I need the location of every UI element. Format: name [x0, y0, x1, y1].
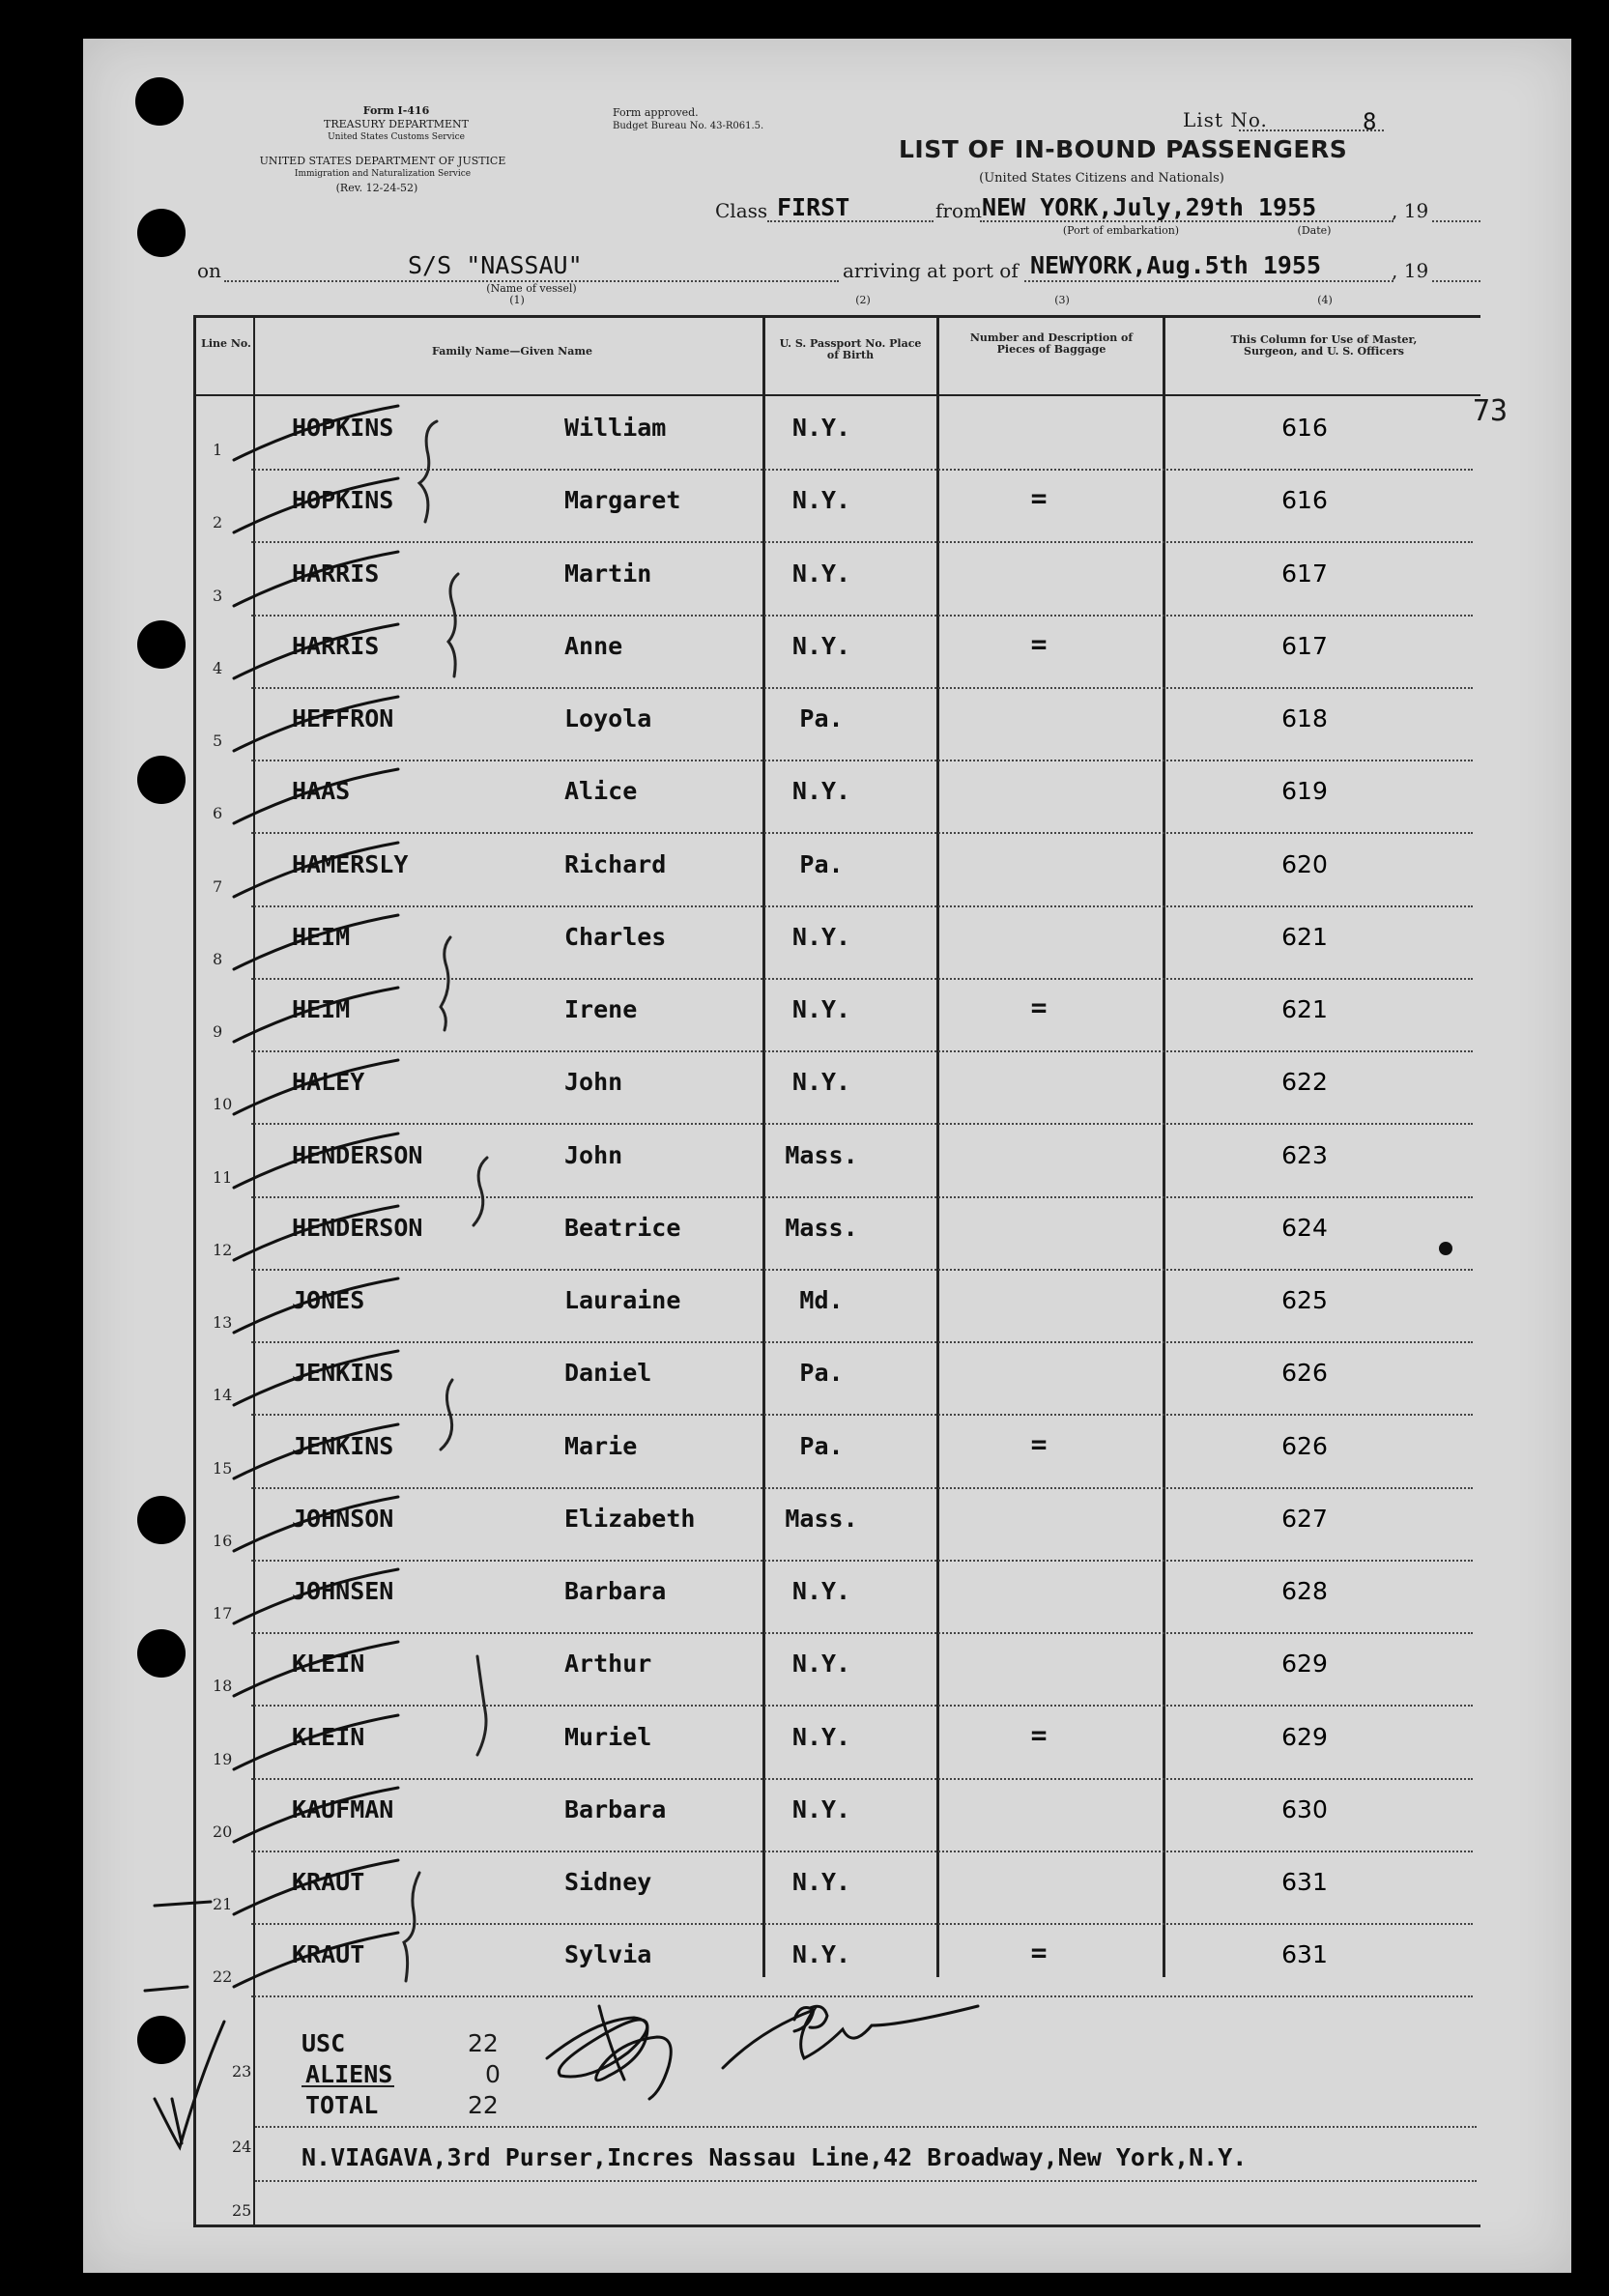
place-of-birth: N.Y. [791, 995, 851, 1023]
family-name: HALEY [292, 1068, 365, 1097]
line-number: 7 [213, 876, 223, 896]
officer-code: 627 [1281, 1504, 1328, 1533]
officer-code: 618 [1281, 704, 1328, 732]
officer-code: 619 [1281, 777, 1328, 806]
family-name: JENKINS [292, 1431, 394, 1460]
given-name: Lauraine [564, 1286, 681, 1314]
family-name: JOHNSEN [292, 1577, 394, 1605]
officer-code: 621 [1281, 922, 1328, 951]
date-caption: (Date) [1297, 224, 1332, 237]
officer-code: 620 [1281, 849, 1328, 878]
baggage-mark: = [1030, 1937, 1048, 1969]
place-of-birth: Md. [799, 1286, 844, 1314]
given-name: Loyola [564, 704, 652, 732]
given-name: Charles [564, 922, 667, 951]
place-of-birth: N.Y. [791, 1868, 851, 1896]
line-number: 22 [213, 1967, 233, 1987]
budget-bureau: Budget Bureau No. 43-R061.5. [613, 121, 764, 131]
usc-label: USC [302, 2029, 346, 2057]
officer-code: 630 [1281, 1794, 1328, 1823]
given-name: Martin [564, 559, 652, 588]
family-name: HEIM [292, 922, 351, 951]
class-value: FIRST [777, 193, 850, 221]
class-label: Class [715, 199, 768, 222]
place-of-birth: N.Y. [791, 1068, 851, 1097]
line-number: 6 [213, 804, 223, 823]
officer-code: 626 [1281, 1359, 1328, 1388]
total-label: TOTAL [305, 2091, 379, 2119]
col4-caption: (4) [1317, 294, 1333, 306]
line-number: 17 [213, 1604, 233, 1622]
officer-code: 622 [1281, 1068, 1328, 1097]
officer-code: 629 [1281, 1650, 1328, 1679]
given-name: Margaret [564, 486, 681, 515]
place-of-birth: Mass. [785, 1213, 858, 1242]
line-number: 10 [213, 1095, 233, 1114]
line-number: 18 [213, 1677, 233, 1696]
line-number: 3 [213, 586, 223, 605]
col1-caption: (1) [509, 294, 525, 306]
given-name: Irene [564, 995, 638, 1023]
line-number: 11 [213, 1167, 233, 1187]
given-name: Elizabeth [564, 1504, 696, 1533]
total-value: 22 [468, 2091, 499, 2119]
given-name: William [564, 414, 667, 442]
place-of-birth: N.Y. [791, 1940, 851, 1969]
line-number: 19 [213, 1749, 233, 1768]
embarkation-value: NEW YORK,July,29th 1955 [982, 193, 1317, 221]
line-number: 20 [213, 1822, 233, 1841]
place-of-birth: N.Y. [791, 559, 851, 588]
ins-service: Immigration and Naturalization Service [294, 169, 472, 179]
officer-code: 628 [1281, 1577, 1328, 1605]
place-of-birth: Pa. [799, 1359, 844, 1388]
baggage-mark: = [1030, 627, 1048, 660]
baggage-mark: = [1030, 991, 1048, 1023]
family-name: HENDERSON [292, 1140, 423, 1169]
line-number-23: 23 [232, 2062, 252, 2081]
officer-code: 625 [1281, 1286, 1328, 1314]
page-number: 73 [1473, 394, 1508, 428]
given-name: Sidney [564, 1868, 652, 1896]
family-name: HEIM [292, 995, 351, 1023]
customs-service: United States Customs Service [328, 132, 465, 142]
form-approved: Form approved. [613, 106, 699, 119]
document-subtitle: (United States Citizens and Nationals) [979, 171, 1224, 186]
family-name: JONES [292, 1286, 365, 1314]
family-name: KLEIN [292, 1722, 365, 1751]
given-name: Barbara [564, 1577, 667, 1605]
list-number-label: List No. [1183, 108, 1268, 131]
aliens-label: ALIENS [305, 2060, 393, 2088]
place-of-birth: N.Y. [791, 922, 851, 951]
family-name: HOPKINS [292, 486, 394, 515]
family-name: JOHNSON [292, 1504, 394, 1533]
given-name: Richard [564, 849, 667, 878]
col2-caption: (2) [855, 294, 871, 306]
given-name: Arthur [564, 1650, 652, 1679]
col3-caption: (3) [1054, 294, 1070, 306]
given-name: Barbara [564, 1794, 667, 1823]
document-title: LIST OF IN-BOUND PASSENGERS [899, 135, 1348, 163]
given-name: John [564, 1140, 623, 1169]
officer-code: 629 [1281, 1722, 1328, 1751]
line-number: 16 [213, 1531, 233, 1550]
line-number: 8 [213, 949, 223, 968]
justice-department: UNITED STATES DEPARTMENT OF JUSTICE [259, 155, 506, 167]
officer-code: 623 [1281, 1140, 1328, 1169]
given-name: Sylvia [564, 1940, 652, 1969]
place-of-birth: N.Y. [791, 414, 851, 442]
vessel-caption: (Name of vessel) [486, 282, 577, 295]
officer-code: 617 [1281, 631, 1328, 660]
col-header-line-no: Line No. [201, 337, 251, 350]
line-number: 2 [213, 513, 223, 532]
given-name: Anne [564, 631, 623, 660]
col-header-name: Family Name—Given Name [432, 345, 592, 358]
officer-code: 626 [1281, 1431, 1328, 1460]
given-name: Marie [564, 1431, 638, 1460]
family-name: KAUFMAN [292, 1794, 394, 1823]
line-number: 9 [213, 1022, 223, 1041]
col-header-baggage: Number and Description of Pieces of Baggage [969, 331, 1134, 356]
line-number: 15 [213, 1458, 233, 1478]
officer-code: 617 [1281, 559, 1328, 588]
family-name: HEFFRON [292, 704, 394, 732]
officer-code: 624 [1281, 1213, 1328, 1242]
purser-signature-line: N.VIAGAVA,3rd Purser,Incres Nassau Line,42 Broadway,New York,N.Y. [302, 2143, 1248, 2171]
arrival-year-suffix: , 19 [1392, 259, 1429, 282]
arrival-value: NEWYORK,Aug.5th 1955 [1030, 251, 1322, 279]
treasury-department: TREASURY DEPARTMENT [324, 118, 469, 130]
col-header-passport: U. S. Passport No. Place of Birth [779, 337, 922, 361]
family-name: HAAS [292, 777, 351, 806]
baggage-mark: = [1030, 1427, 1048, 1460]
place-of-birth: Mass. [785, 1504, 858, 1533]
line-number: 21 [213, 1895, 233, 1913]
baggage-mark: = [1030, 482, 1048, 515]
place-of-birth: N.Y. [791, 1577, 851, 1605]
year-suffix: , 19 [1392, 199, 1429, 222]
line-number: 14 [213, 1386, 233, 1405]
family-name: HARRIS [292, 559, 380, 588]
place-of-birth: Pa. [799, 704, 844, 732]
revision-date: (Rev. 12-24-52) [335, 182, 418, 194]
on-label: on [197, 259, 221, 282]
given-name: Beatrice [564, 1213, 681, 1242]
family-name: KRAUT [292, 1940, 365, 1969]
family-name: HOPKINS [292, 414, 394, 442]
form-number: Form I-416 [362, 104, 430, 117]
family-name: HARRIS [292, 631, 380, 660]
family-name: KRAUT [292, 1868, 365, 1896]
arriving-label: arriving at port of [843, 259, 1019, 282]
given-name: Alice [564, 777, 638, 806]
officer-code: 616 [1281, 414, 1328, 442]
baggage-mark: = [1030, 1718, 1048, 1751]
port-embarkation-caption: (Port of embarkation) [1062, 224, 1180, 237]
given-name: John [564, 1068, 623, 1097]
place-of-birth: N.Y. [791, 777, 851, 806]
vessel-name: S/S "NASSAU" [408, 251, 583, 279]
given-name: Muriel [564, 1722, 652, 1751]
officer-code: 631 [1281, 1940, 1328, 1969]
place-of-birth: Pa. [799, 849, 844, 878]
place-of-birth: N.Y. [791, 1722, 851, 1751]
line-number: 1 [213, 441, 223, 459]
line-number: 5 [213, 732, 223, 750]
family-name: HAMERSLY [292, 849, 409, 878]
list-number: 8 [1363, 108, 1377, 135]
family-name: KLEIN [292, 1650, 365, 1679]
line-number: 12 [213, 1240, 233, 1259]
from-label: from [935, 199, 982, 222]
place-of-birth: N.Y. [791, 1794, 851, 1823]
officer-code: 631 [1281, 1868, 1328, 1896]
line-number: 13 [213, 1313, 233, 1332]
usc-value: 22 [468, 2029, 499, 2057]
place-of-birth: N.Y. [791, 1650, 851, 1679]
place-of-birth: Mass. [785, 1140, 858, 1169]
aliens-value: 0 [485, 2060, 501, 2088]
family-name: HENDERSON [292, 1213, 423, 1242]
family-name: JENKINS [292, 1359, 394, 1388]
place-of-birth: N.Y. [791, 486, 851, 515]
given-name: Daniel [564, 1359, 652, 1388]
officer-code: 616 [1281, 486, 1328, 515]
place-of-birth: Pa. [799, 1431, 844, 1460]
col-header-officers: This Column for Use of Master, Surgeon, and U. S. Officers [1230, 333, 1418, 358]
place-of-birth: N.Y. [791, 631, 851, 660]
line-number: 4 [213, 658, 223, 677]
officer-code: 621 [1281, 995, 1328, 1023]
line-number-24: 24 [232, 2138, 252, 2156]
line-number-25: 25 [232, 2201, 252, 2220]
